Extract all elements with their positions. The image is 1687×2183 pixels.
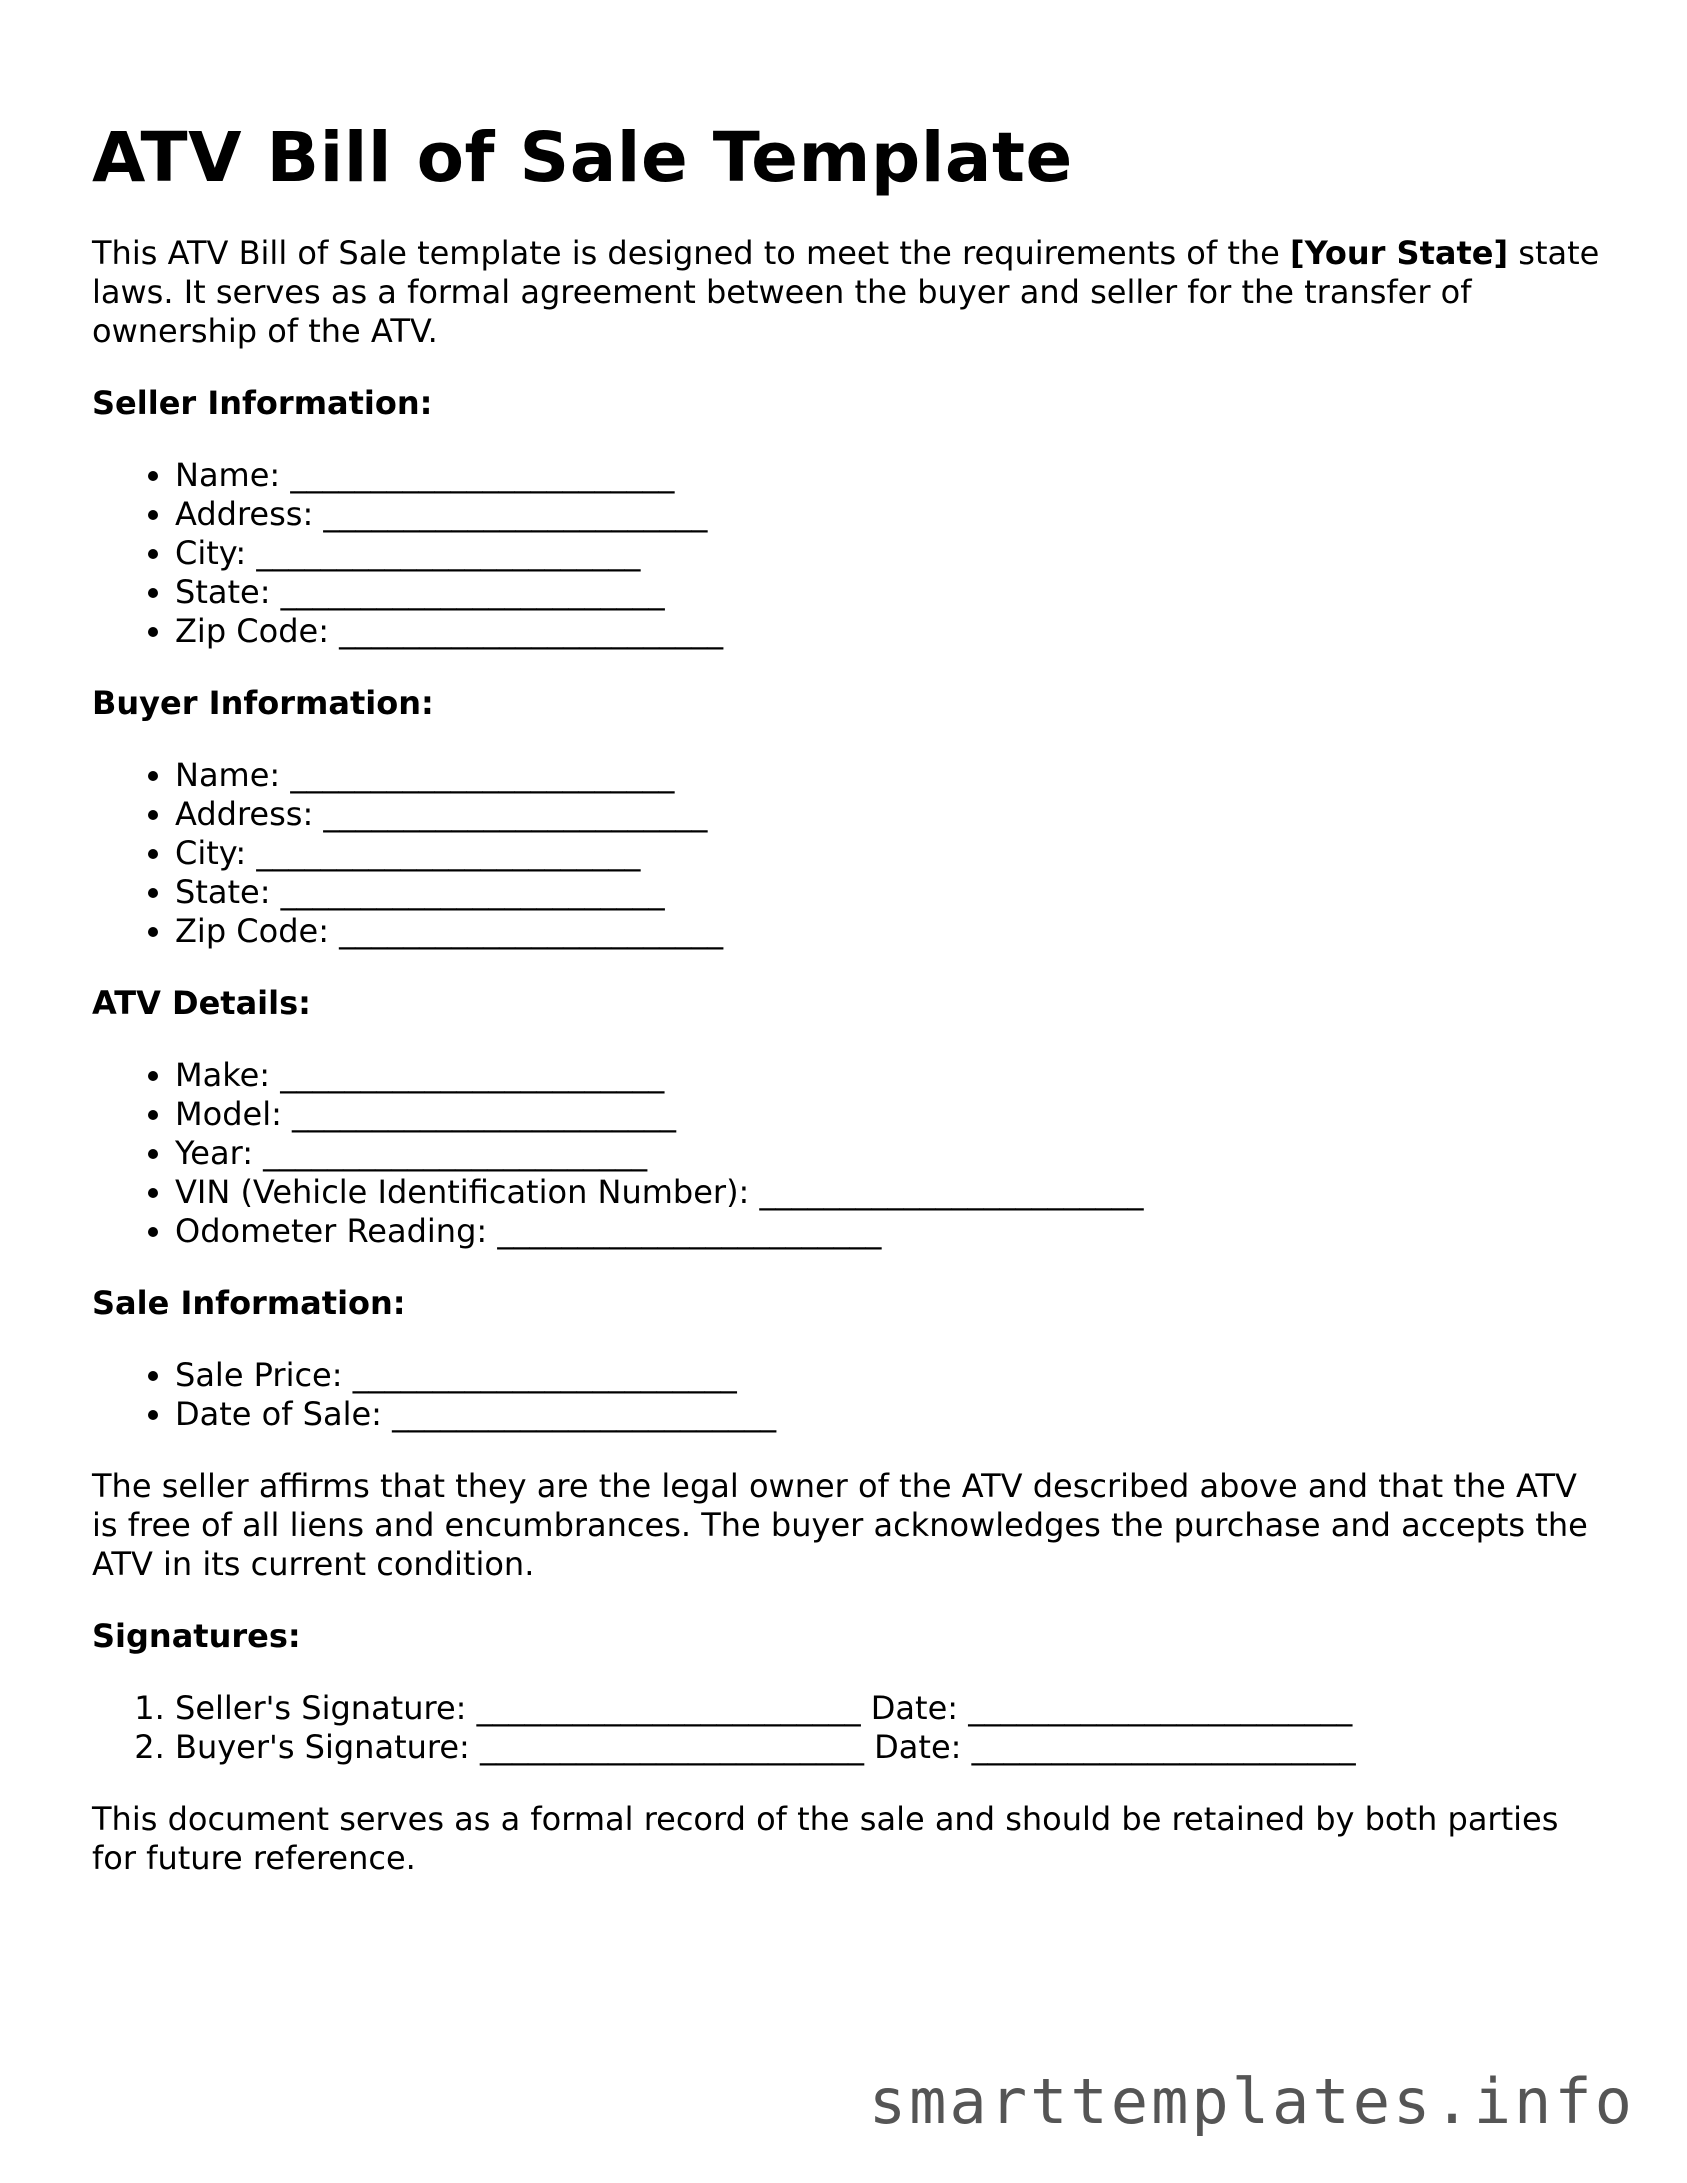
atv-odometer-field [175,1212,1602,1251]
buyer-signature-line [175,1728,1602,1767]
atv-year-field [175,1134,1602,1173]
state-placeholder: [Your State] [1290,234,1509,272]
fill-blank: ________________________ [971,1728,1356,1766]
fill-blank: ________________________ [339,612,724,650]
buyer-state-field [175,873,1602,912]
signature-list [92,1689,1602,1767]
fill-blank: ________________________ [256,834,641,872]
field-label: Zip Code: [175,912,329,950]
fill-blank: ________________________ [280,873,665,911]
sale-fields [92,1356,1602,1434]
fill-blank: ________________________ [476,1689,861,1727]
fill-blank: ________________________ [280,1056,665,1094]
signatures-heading: Signatures: [92,1617,301,1655]
field-label: VIN (Vehicle Identification Number): [175,1173,750,1211]
atv-details-heading: ATV Details: [92,984,311,1022]
field-label: Seller's Signature: [175,1689,467,1727]
affirmation-paragraph: The seller affirms that they are the legal owner of the ATV described above and that the ATV is free of all liens and encumbrances. The buyer acknowledges the purchase and accepts the ATV in its current condition. [92,1467,1588,1583]
field-label: City: [175,534,247,572]
fill-blank: ________________________ [759,1173,1144,1211]
seller-fields [92,456,1602,651]
document-page [92,118,1602,1878]
page-title: ATV Bill of Sale Template [92,118,1073,198]
buyer-city-field [175,834,1602,873]
atv-make-field [175,1056,1602,1095]
field-label: Year: [175,1134,253,1172]
field-label: Address: [175,795,314,833]
field-label: Sale Price: [175,1356,343,1394]
seller-zip-field [175,612,1602,651]
seller-city-field [175,534,1602,573]
buyer-zip-field [175,912,1602,951]
fill-blank: ________________________ [290,756,675,794]
buyer-heading: Buyer Information: [92,684,434,722]
fill-blank: ________________________ [323,495,708,533]
field-label: Name: [175,456,281,494]
fill-blank: ________________________ [968,1689,1353,1727]
fill-blank: ________________________ [339,912,724,950]
fill-blank: ________________________ [352,1356,737,1394]
fill-blank: ________________________ [256,534,641,572]
atv-fields [92,1056,1602,1251]
field-label: State: [175,873,271,911]
field-label: Buyer's Signature: [175,1728,470,1766]
buyer-name-field [175,756,1602,795]
buyer-address-field [175,795,1602,834]
date-label: Date: [874,1728,962,1766]
sale-date-field [175,1395,1602,1434]
intro-text-before: This ATV Bill of Sale template is designed to meet the requirements of the [92,234,1290,272]
field-label: Model: [175,1095,282,1133]
seller-signature-line [175,1689,1602,1728]
intro-paragraph [92,234,1602,351]
date-label: Date: [870,1689,959,1727]
fill-blank: ________________________ [263,1134,648,1172]
field-label: City: [175,834,247,872]
sale-info-heading: Sale Information: [92,1284,406,1322]
fill-blank: ________________________ [497,1212,882,1250]
closing-paragraph: This document serves as a formal record of the sale and should be retained by both parties for future reference. [92,1800,1559,1877]
field-label: State: [175,573,271,611]
field-label: Date of Sale: [175,1395,382,1433]
seller-name-field [175,456,1602,495]
fill-blank: ________________________ [392,1395,777,1433]
fill-blank: ________________________ [290,456,675,494]
field-label: Name: [175,756,281,794]
field-label: Odometer Reading: [175,1212,488,1250]
intro-text-after: state laws. It serves as a formal agreement between the buyer and seller for the transfer of ownership of the ATV. [92,234,1600,350]
fill-blank: ________________________ [280,573,665,611]
atv-model-field [175,1095,1602,1134]
seller-address-field [175,495,1602,534]
fill-blank: ________________________ [292,1095,677,1133]
seller-state-field [175,573,1602,612]
watermark: smarttemplates.info [868,2065,1635,2138]
fill-blank: ________________________ [479,1728,864,1766]
field-label: Make: [175,1056,271,1094]
fill-blank: ________________________ [323,795,708,833]
sale-price-field [175,1356,1602,1395]
atv-vin-field [175,1173,1602,1212]
field-label: Address: [175,495,314,533]
buyer-fields [92,756,1602,951]
field-label: Zip Code: [175,612,329,650]
seller-heading: Seller Information: [92,384,433,422]
